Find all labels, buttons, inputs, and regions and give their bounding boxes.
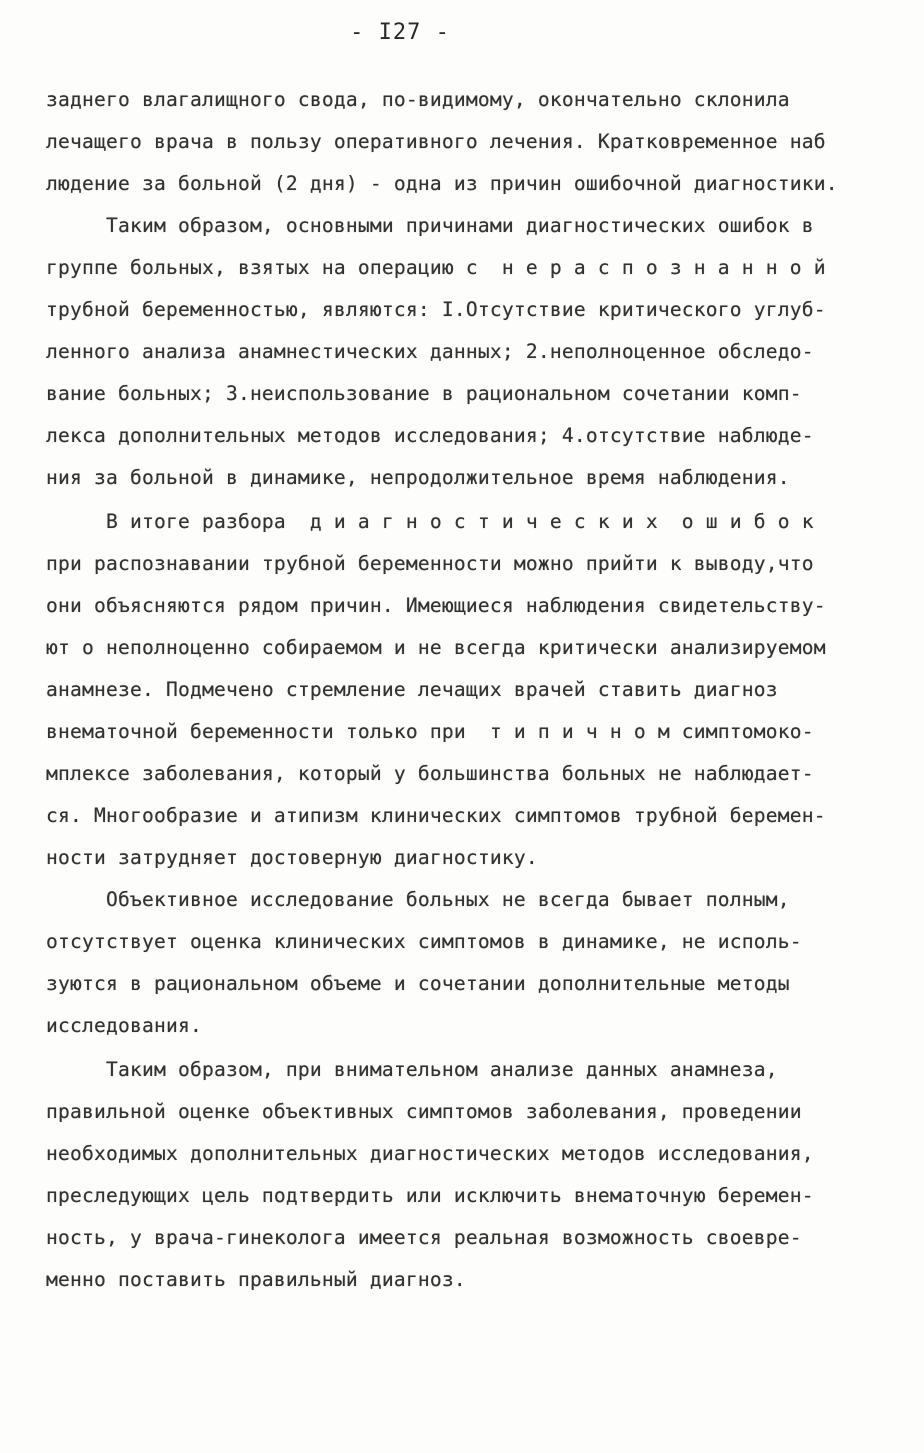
text-line: менно поставить правильный диагноз.	[46, 1268, 466, 1291]
text-line: ленного анализа анамнестических данных; 2.неполноценное обследо-	[46, 340, 814, 363]
text-line: преследующих цель подтвердить или исключить внематочную беремен-	[46, 1184, 814, 1207]
page-number: - I27 -	[350, 20, 450, 45]
text-line: Таким образом, основными причинами диагностических ошибок в	[46, 214, 814, 237]
text-line: ся. Многообразие и атипизм клинических симптомов трубной беремен-	[46, 804, 826, 827]
text-line: исследования.	[46, 1014, 202, 1037]
text-line: трубной беременностью, являются: I.Отсутствие критического углуб-	[46, 298, 826, 321]
text-line: ность, у врача-гинеколога имеется реальная возможность своевре-	[46, 1226, 802, 1249]
text-line: внематочной беременности только при т и п и ч н о м симптомоко-	[46, 720, 814, 743]
text-line: людение за больной (2 дня) - одна из причин ошибочной диагностики.	[46, 172, 838, 195]
text-line: анамнезе. Подмечено стремление лечащих врачей ставить диагноз	[46, 678, 778, 701]
text-line: ют о неполноценно собираемом и не всегда критически анализируемом	[46, 636, 826, 659]
text-line: правильной оценке объективных симптомов заболевания, проведении	[46, 1100, 802, 1123]
text-line: Объективное исследование больных не всегда бывает полным,	[46, 888, 790, 911]
text-line: при распознавании трубной беременности можно прийти к выводу,что	[46, 552, 814, 575]
text-line: ния за больной в динамике, непродолжительное время наблюдения.	[46, 466, 790, 489]
text-line: Таким образом, при внимательном анализе данных анамнеза,	[46, 1058, 778, 1081]
text-line: группе больных, взятых на операцию с н е р а с п о з н а н н о й	[46, 256, 826, 279]
text-line: они объясняются рядом причин. Имеющиеся наблюдения свидетельству-	[46, 594, 826, 617]
text-line: В итоге разбора д и а г н о с т и ч е с к и х о ш и б о к	[46, 510, 814, 533]
text-line: ности затрудняет достоверную диагностику.	[46, 846, 538, 869]
text-line: вание больных; 3.неиспользование в рациональном сочетании комп-	[46, 382, 802, 405]
text-line: зуются в рациональном объеме и сочетании дополнительные методы	[46, 972, 790, 995]
text-line: лекса дополнительных методов исследования; 4.отсутствие наблюде-	[46, 424, 814, 447]
text-line: заднего влагалищного свода, по-видимому, окончательно склонила	[46, 88, 790, 111]
text-line: лечащего врача в пользу оперативного лечения. Кратковременное наб	[46, 130, 826, 153]
text-line: мплексе заболевания, который у большинства больных не наблюдает-	[46, 762, 814, 785]
text-line: отсутствует оценка клинических симптомов в динамике, не исполь-	[46, 930, 802, 953]
text-line: необходимых дополнительных диагностических методов исследования,	[46, 1142, 814, 1165]
